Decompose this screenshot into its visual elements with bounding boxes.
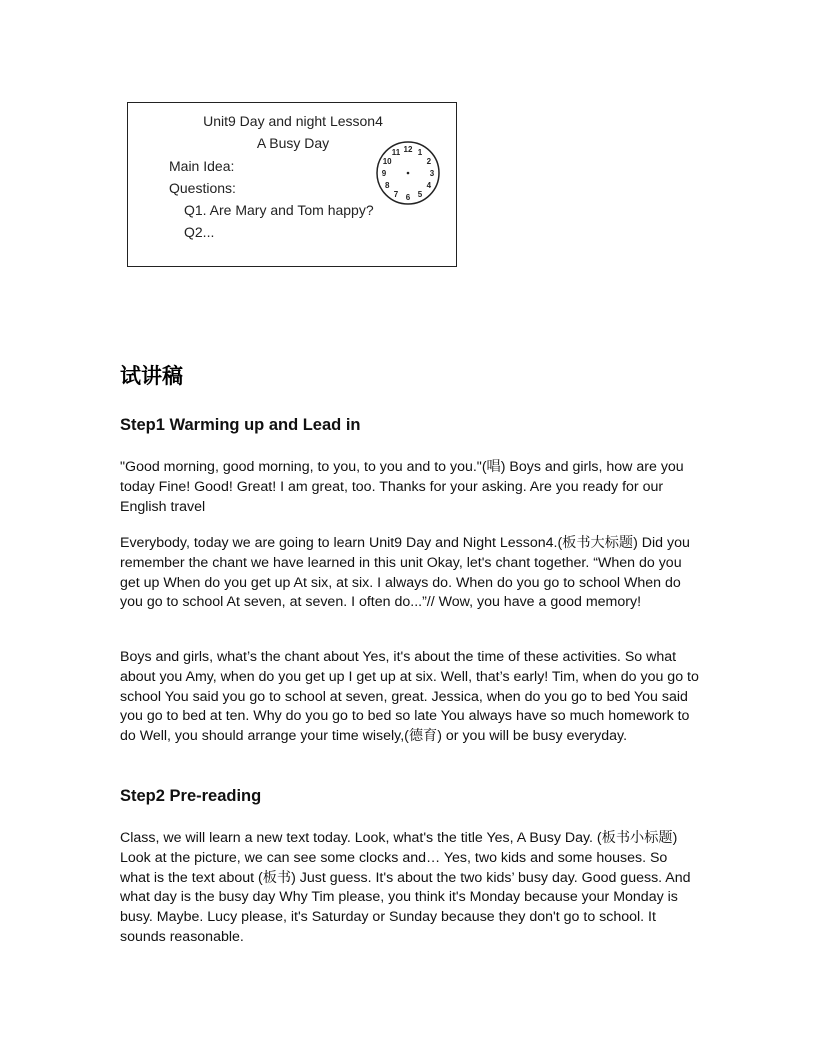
board-questions-label: Questions:: [169, 180, 236, 196]
board-question-1: Q1. Are Mary and Tom happy?: [184, 202, 374, 218]
clock-number: 9: [381, 169, 387, 178]
clock-number: 1: [417, 148, 423, 158]
clock-number: 3: [429, 169, 435, 178]
board-main-idea: Main Idea:: [169, 158, 235, 174]
clock-number: 7: [393, 189, 399, 199]
clock-number: 8: [384, 181, 390, 190]
step1-heading: Step1 Warming up and Lead in: [120, 416, 361, 434]
paragraph-3: Boys and girls, what’s the chant about Yes, it's about the time of these activities. So what about you Amy, when do you get up I get up at six. Well, that’s early! Tim, when do you go to school You said you go to school at seven, great. Jessica, when do you go to bed You said you go to bed at ten. Why do you go to bed so late You always have so much homework to do Well, you should arrange your time wisely,(德育) or you will be busy everyday.: [120, 649, 699, 745]
clock-number: 4: [426, 181, 432, 190]
paragraph-1: "Good morning, good morning, to you, to you and to you."(唱) Boys and girls, how are you today Fine! Good! Great! I am great, too. Thanks for your asking. Are you ready for our English travel: [120, 459, 684, 515]
board-subtitle: A Busy Day: [256, 135, 330, 151]
clock-number: 11: [391, 148, 401, 158]
board-title: Unit9 Day and night Lesson4: [203, 113, 383, 129]
clock-number: 10: [382, 157, 392, 166]
paragraph-2: Everybody, today we are going to learn Unit9 Day and Night Lesson4.(板书大标题) Did you remember the chant we have learned in this unit Okay, let's chant together. “When do you get up When do you get up At six, at six. I always do. When do you go to school When do you go to school At seven, at seven. I often do...”// Wow, you have a good memory!: [120, 535, 690, 611]
step2-heading: Step2 Pre-reading: [120, 787, 262, 805]
clock-number: 2: [426, 157, 432, 166]
board-question-2: Q2...: [184, 224, 215, 240]
clock-number: 5: [417, 189, 423, 199]
page-heading: 试讲稿: [120, 364, 183, 388]
paragraph-4: Class, we will learn a new text today. Look, what's the title Yes, A Busy Day. (板书小标题) Look at the picture, we can see some clocks and… Yes, two kids and some houses. So what is the text about (板书) Just guess. It's about the two kids’ busy day. Good guess. And what day is the busy day Why Tim please, you think it's Monday because your Monday is busy. Maybe. Lucy please, it's Saturday or Sunday because they don't go to school. It sounds reasonable.: [120, 830, 691, 945]
blackboard-design: [127, 102, 457, 267]
clock-icon: [374, 139, 442, 207]
clock-number: 6: [405, 193, 411, 202]
clock-number: 12: [403, 145, 413, 154]
